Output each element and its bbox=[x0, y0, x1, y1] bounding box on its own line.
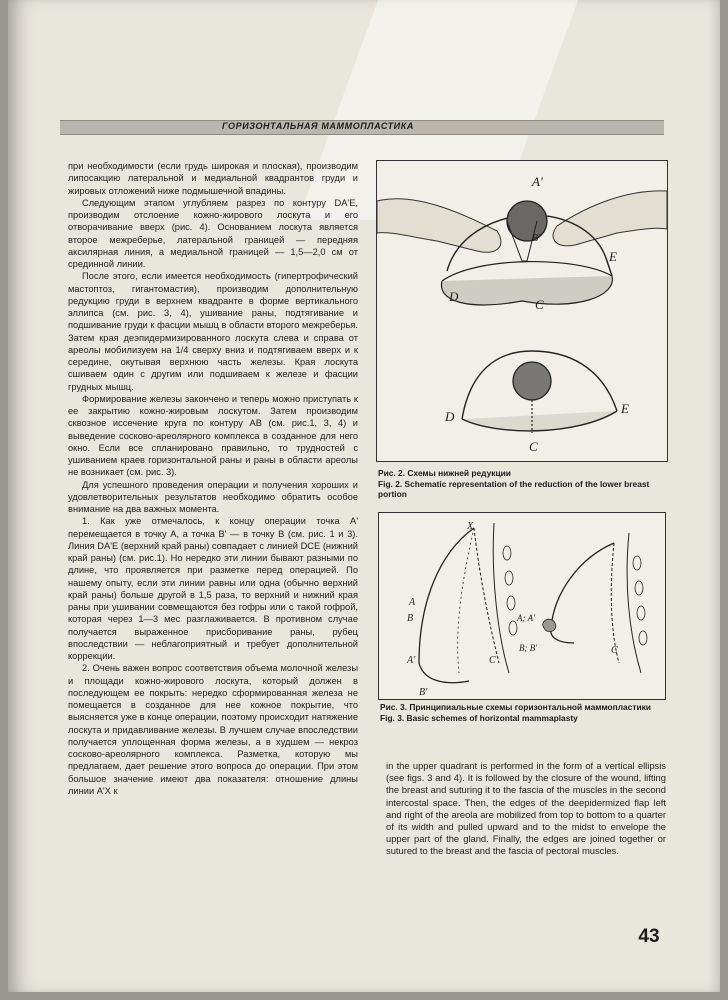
fig2-label-c-upper: C bbox=[535, 297, 544, 312]
fig2-label-b-prime: B' bbox=[532, 233, 541, 244]
paragraph: Формирование железы закончено и теперь можно приступать к ее закрытию кожно-жировым лоскутом. Затем производим сквозное иссечение круга по контуру AB (см. рис.1, 3, 4) и выведение сосково-ареолярного комплекса в созданное для него окно. Если все спланировано правильно, то трудностей с ушиванием краев горизонтальной раны и раны в области ареолы не возникает (см. рис. 3). bbox=[68, 393, 358, 478]
paragraph: Для успешного проведения операции и получения хороших и удовлетворительных результатов необходимо обратить особое внимание на два важных момента. bbox=[68, 479, 358, 514]
paragraph: при необходимости (если грудь широкая и плоская), производим липосакцию латеральной и медиальной квадрантов груди и жировых отложений ниже подмышечной впадины. bbox=[68, 161, 358, 196]
english-paragraph: in the upper quadrant is performed in the form of a vertical ellipsis (see figs. 3 and 4). It is followed by the closure of the wound, lifting the breast and suturing it to the fascia of the muscles in the second intercostal space. Then, the edges of the deepidermized flap left and right of the areola are mobilized from top to bottom to a quarter of its width and pulled upward and to the midst to envelope the upper part of the gland. Finally, the edges are joined together or sutured to the breast and the fascia of pectoral muscles. bbox=[386, 760, 666, 857]
fig2-label-a-prime: A' bbox=[532, 174, 543, 189]
fig2-label-e-upper: E bbox=[609, 249, 617, 264]
paragraph: 2. Очень важен вопрос соответствия объема молочной железы и площади кожно-жирового лоскута, который должен в последующем ее покрыть: нередко сформированная железа не помещается в созданное для нее кожное покрытие, что выясняется уже в конце операции, поэтому происходит натяжение лоскута и придавливание железы. В лучшем случае впоследствии получается уплощенная форма железы, а в худшем — некроз сосково-ареолярного комплекса. Разметка, которую мы предлагаем, дает решение этого вопроса до операции. При этом большое значение имеют два показателя: отношение длины линии A'X к bbox=[68, 663, 358, 796]
paragraph: После этого, если имеется необходимость (гипертрофический мастоптоз, гигантомастия), производим дополнительную редукцию груди в верхнем квадранте в форме вертикального эллипса (см. рис. 3, 4), ушивание раны, подтягивание и подшивание груди к фасции мышц в области второго межреберья. Затем края деэпидермизированного лоскута слева и справа от ареолы мобилизуем на 1/4 сверху вниз и подтягиваем вверх и к середине, окутывая верхнюю часть железы. Края лоскута сшиваем один с другим или подшиваем к железе и фасции грудных мышц. bbox=[68, 271, 358, 392]
figure-2-caption-en: Fig. 2. Schematic representation of the reduction of the lower breast portion bbox=[378, 478, 650, 499]
figure-2-caption bbox=[378, 468, 668, 500]
page-number: 43 bbox=[638, 926, 660, 947]
figure-3-caption-ru: Рис. 3. Принципиальные схемы горизонтальной маммопластики bbox=[380, 702, 651, 712]
figure-3-caption bbox=[380, 702, 670, 723]
fig3-label-a: A bbox=[409, 597, 416, 608]
fig3-label-a-pair: A; A' bbox=[517, 613, 536, 623]
fig3-label-b-prime: B' bbox=[419, 687, 428, 698]
fig3-label-a-prime: A' bbox=[407, 655, 416, 666]
fig2-label-e-lower: E bbox=[621, 401, 629, 416]
fig3-label-b: B bbox=[407, 613, 414, 624]
figure-2-box bbox=[376, 160, 668, 462]
left-text-column bbox=[68, 160, 358, 797]
right-text-column bbox=[386, 760, 666, 858]
fig2-label-d-lower: D bbox=[445, 409, 455, 424]
fig3-label-x: X bbox=[467, 521, 474, 532]
figure-3-caption-en: Fig. 3. Basic schemes of horizontal mammaplasty bbox=[380, 712, 578, 723]
book-page bbox=[8, 0, 720, 992]
fig3-label-c-left: C bbox=[489, 655, 496, 666]
figure-2-drawing bbox=[377, 161, 667, 461]
paragraph: Следующим этапом углубляем разрез по контуру DA'E, производим отслоение кожно-жирового лоскута и его отворачивание вверх (рис. 4). Основанием лоскута является второе межреберье, латеральной границей — передняя аксилярная линия, а медиальной границей — 1,5—2,0 см от срединной линии. bbox=[68, 197, 358, 269]
figure-3-box bbox=[378, 512, 666, 700]
figure-3-drawing bbox=[379, 513, 665, 699]
fig3-label-c-right: C bbox=[611, 645, 618, 656]
fig2-label-c-lower: C bbox=[529, 439, 538, 454]
fig2-label-d-upper: D bbox=[449, 289, 459, 304]
running-header-title: ГОРИЗОНТАЛЬНАЯ МАММОПЛАСТИКА bbox=[222, 121, 414, 131]
fig3-label-b-pair: B; B' bbox=[519, 643, 538, 653]
paragraph: 1. Как уже отмечалось, к концу операции точка A' перемещается в точку A, а точка B' — в точку B (см. рис. 1 и 3). Линия DA'E (верхний край раны) совпадает с линией DCE (нижний край раны) (см. рис.1). Но нередко эти линии бывают разными по длине, что проявляется при разметке перед операцией. По нашему опыту, если эти линии равны или одна (обычно верхний край раны) больше другой в 1,5 раза, то верхний и нижний края раны при ушивании совмещаются без гофры или с такой гофрой, которая через 1—3 мес разглаживается. В противном случае получается выраженное присборивание раны, рубец впоследствии — неблагоприятный и требует дополнительной коррекции. bbox=[68, 516, 358, 661]
figure-2-caption-ru: Рис. 2. Схемы нижней редукции bbox=[378, 468, 511, 478]
